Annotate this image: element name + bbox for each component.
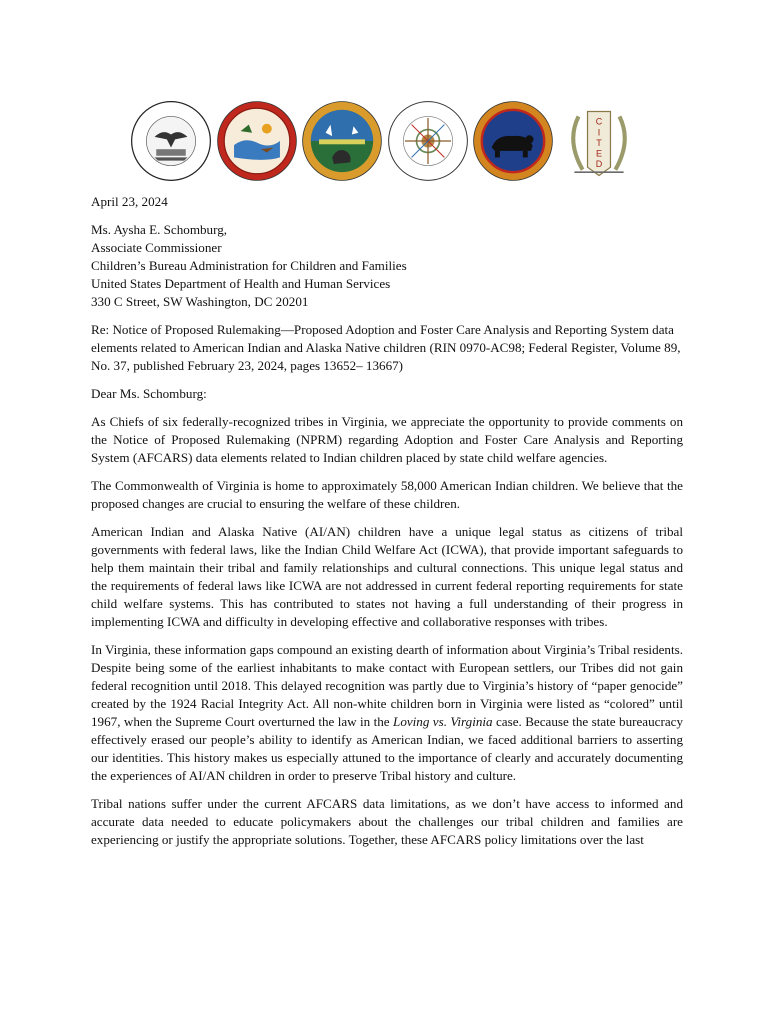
- salutation: Dear Ms. Schomburg:: [91, 386, 207, 401]
- svg-text:I: I: [597, 127, 601, 138]
- svg-text:T: T: [596, 137, 602, 148]
- recipient-title: Associate Commissioner: [91, 240, 222, 255]
- recipient-address: [91, 221, 683, 311]
- paragraph-2: The Commonwealth of Virginia is home to approximately 58,000 American Indian children. We believe that the proposed changes are crucial to ensuring the welfare of these children.: [91, 478, 683, 511]
- paragraph-4-part-b: case. Because the state bureaucracy effectively erased our people’s ability to identify as American Indian, we faced additional barriers to asserting our identities. This history makes us especially attuned to the importance of clearly and accurately documenting the experiences of AI/AN children in order to preserve Tribal history and culture.: [91, 714, 683, 783]
- paragraph-4-part-a: In Virginia, these information gaps compound an existing dearth of information about Virginia’s Tribal residents. Despite being some of the earliest inhabitants to make contact with European settlers, our Tribes did not gain federal recognition until 2018. This delayed recognition was partly due to Virginia’s history of “paper genocide” created by the 1924 Racial Integrity Act. All non-white children born in Virginia were listed as “colored” until 1967, when the Supreme Court overturned the law in the: [91, 642, 683, 729]
- svg-text:D: D: [595, 159, 603, 170]
- recipient-street: 330 C Street, SW Washington, DC 20201: [91, 294, 309, 309]
- chickahominy-seal: [387, 100, 469, 182]
- paragraph-5: Tribal nations suffer under the current AFCARS data limitations, as we don’t have access to informed and accurate data needed to educate policymakers about the challenges our tribal children and families are experiencing or justify the appropriate solutions. Together, these AFCARS policy limitations over the last: [91, 796, 683, 847]
- paragraph-4: [91, 641, 683, 785]
- recipient-department: United States Department of Health and Human Services: [91, 276, 391, 291]
- nansemond-seal: [472, 100, 554, 182]
- cited-seal: [558, 100, 640, 182]
- svg-text:C: C: [595, 116, 603, 127]
- loving-v-virginia-case: Loving vs. Virginia: [393, 714, 493, 729]
- paragraph-1: As Chiefs of six federally-recognized tribes in Virginia, we appreciate the opportunity to provide comments on the Notice of Proposed Rulemaking (NPRM) regarding Adoption and Foster Care Analysis and Reporting System (AFCARS) data elements related to Indian children placed by state child welfare agencies.: [91, 414, 683, 465]
- pamunkey-seal: [216, 100, 298, 182]
- re-line: Re: Notice of Proposed Rulemaking—Proposed Adoption and Foster Care Analysis and Reporting System data elements related to American Indian and Alaska Native children (RIN 0970-AC98; Federal Register, Volume 89, No. 37, published February 23, 2024, pages 13652– 13667): [91, 322, 681, 373]
- recipient-name: Ms. Aysha E. Schomburg,: [91, 222, 228, 237]
- monacan-seal: [301, 100, 383, 182]
- letter-date: April 23, 2024: [91, 194, 168, 209]
- recipient-agency: Children’s Bureau Administration for Children and Families: [91, 258, 407, 273]
- svg-text:E: E: [595, 148, 602, 159]
- upper-mattaponi-seal: [130, 100, 212, 182]
- tribal-seals-row: [130, 96, 640, 186]
- paragraph-3: American Indian and Alaska Native (AI/AN) children have a unique legal status as citizens of tribal governments with federal laws, like the Indian Child Welfare Act (ICWA), that provide important safeguards to help them maintain their tribal and family relationships and cultural connections. This unique legal status and the requirements of federal laws like ICWA are not addressed in current federal reporting requirements for state child welfare systems. This has contributed to states not having a full understanding of their progress in implementing ICWA and difficulty in developing effective and collaborative responses with tribes.: [91, 524, 683, 629]
- letter-body: [91, 193, 683, 859]
